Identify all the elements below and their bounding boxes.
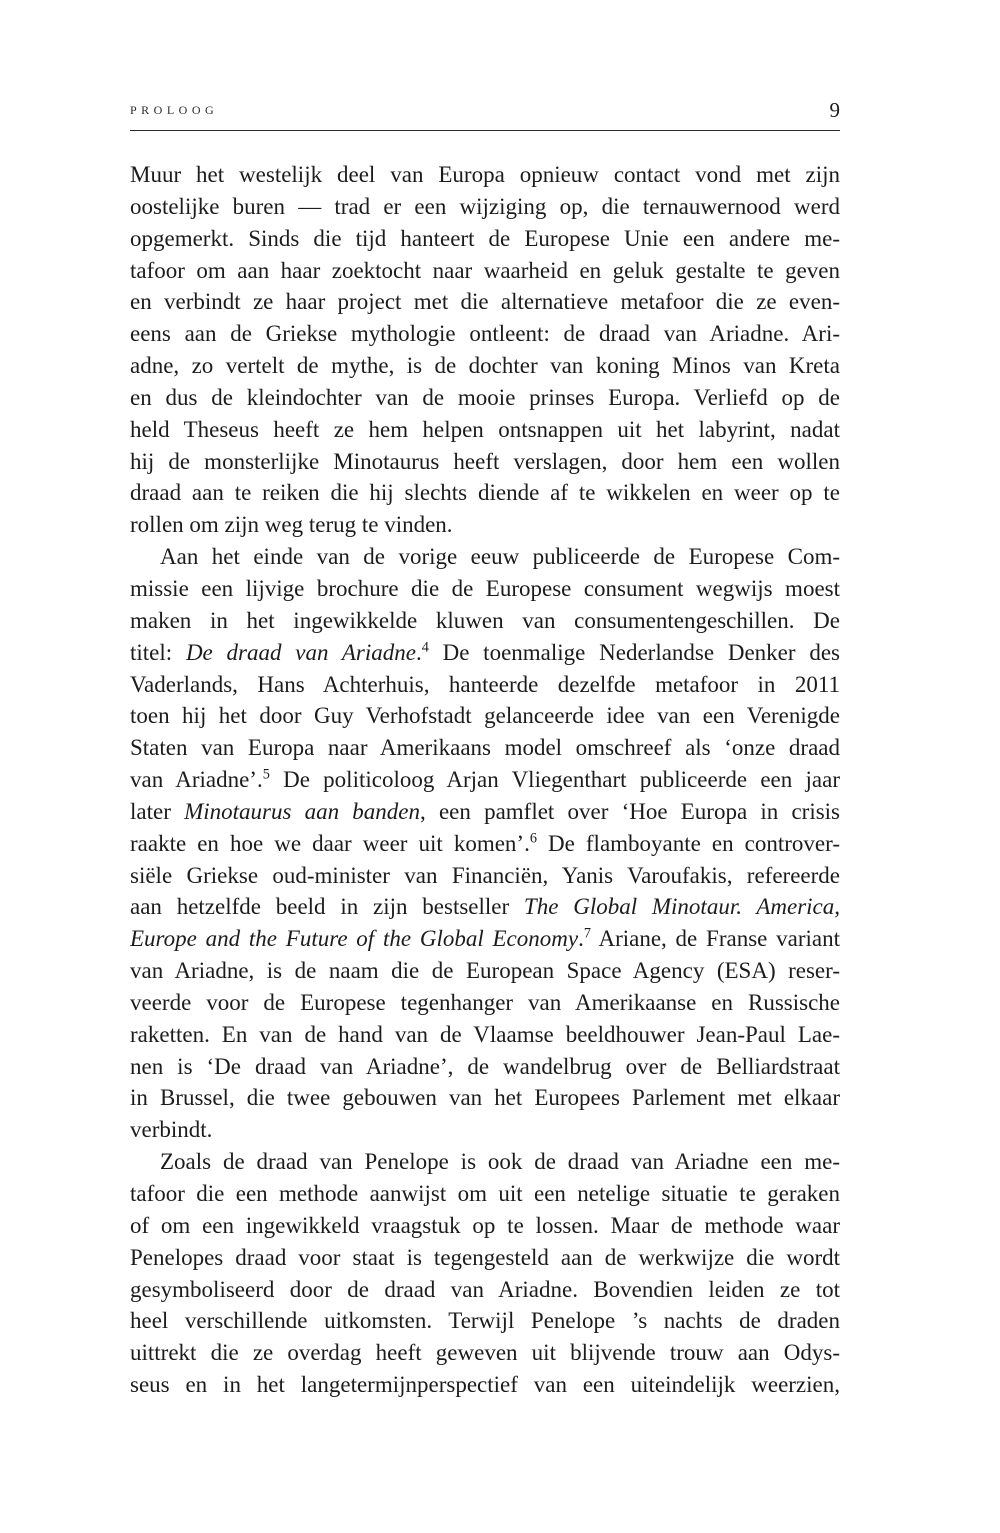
text-line (130, 828, 840, 860)
text-line (130, 1146, 840, 1178)
text-segment: adne, zo vertelt de mythe, is de dochter van koning Minos van Kreta (130, 353, 840, 379)
text-line (130, 286, 840, 318)
text-line (130, 605, 840, 637)
text-segment: Zoals de draad van Penelope is ook de draad van Ariadne een me- (160, 1149, 840, 1175)
text-segment: Ariane, de Franse variant (590, 926, 840, 952)
text-line (130, 1114, 840, 1146)
text-line (130, 191, 840, 223)
paragraph (130, 541, 840, 1146)
italic-title: Europe and the Future of the Global Economy (130, 926, 579, 952)
italic-title: The Global Minotaur. America, (523, 894, 840, 920)
text-line (130, 1019, 840, 1051)
text-segment: of om een ingewikkeld vraagstuk op te lossen. Maar de methode waar (130, 1212, 840, 1238)
text-segment: en verbindt ze haar project met die alternatieve metafoor die ze even- (130, 289, 840, 315)
text-line (130, 764, 840, 796)
italic-title: Minotaurus aan banden (184, 798, 421, 824)
text-segment: titel: (130, 639, 186, 665)
paragraph (130, 159, 840, 541)
text-line (130, 1242, 840, 1274)
text-segment: oostelijke buren — trad er een wijziging op, die ternauwernood werd (130, 193, 840, 219)
text-segment: De flamboyante en controver- (536, 830, 840, 856)
header-rule (130, 130, 840, 131)
paragraph (130, 1146, 840, 1401)
text-line (130, 1178, 840, 1210)
text-segment: tafoor om aan haar zoektocht naar waarheid en geluk gestalte te geven (130, 257, 840, 283)
text-segment: Muur het westelijk deel van Europa opnieuw contact vond met zijn (130, 162, 840, 187)
text-segment: eens aan de Griekse mythologie ontleent: de draad van Ariadne. Ari- (130, 321, 840, 347)
text-line (130, 1337, 840, 1369)
text-segment: , een pamflet over ‘Hoe Europa in crisis (420, 798, 840, 824)
text-line (130, 891, 840, 923)
text-segment: Vaderlands, Hans Achterhuis, hanteerde dezelfde metafoor in 2011 (130, 671, 840, 697)
text-line (130, 637, 840, 669)
text-segment: veerde voor de Europese tegenhanger van Amerikaanse en Russische (130, 989, 840, 1015)
text-segment: seus en in het langetermijnperspectief van een uiteindelijk weerzien, (130, 1372, 840, 1398)
text-line (130, 1274, 840, 1306)
text-segment: missie een lijvige brochure die de Europese consument wegwijs moest (130, 575, 840, 601)
text-line (130, 541, 840, 573)
text-segment: raakte en hoe we daar weer uit komen’. (130, 830, 530, 856)
footnote-marker: 5 (262, 766, 270, 783)
text-segment: toen hij het door Guy Verhofstadt gelanceerde idee van een Verenigde (130, 703, 840, 729)
text-line (130, 1369, 840, 1401)
text-segment: uittrekt die ze overdag heeft geweven uit blijvende trouw aan Odys- (130, 1340, 840, 1366)
text-segment: opgemerkt. Sinds die tijd hanteert de Europese Unie een andere me- (130, 225, 840, 251)
footnote-marker: 4 (421, 639, 429, 655)
text-segment: verbindt. (130, 1117, 213, 1143)
text-segment: en dus de kleindochter van de mooie prinses Europa. Verliefd op de (130, 384, 840, 410)
page-number: 9 (829, 98, 840, 122)
text-segment: held Theseus heeft ze hem helpen ontsnappen uit het labyrint, nadat (130, 416, 840, 442)
text-line (130, 1210, 840, 1242)
text-line (130, 159, 840, 191)
text-line (130, 255, 840, 287)
text-line (130, 1082, 840, 1114)
text-segment: Penelopes draad voor staat is tegengesteld aan de werkwijze die wordt (130, 1244, 840, 1270)
text-segment: maken in het ingewikkelde kluwen van consumentengeschillen. De (130, 607, 840, 633)
text-line (130, 573, 840, 605)
text-segment: rollen om zijn weg terug te vinden. (130, 512, 453, 538)
text-line (130, 796, 840, 828)
text-segment: draad aan te reiken die hij slechts diende af te wikkelen en weer op te (130, 480, 840, 506)
text-line (130, 223, 840, 255)
text-segment: . (578, 926, 584, 952)
body-text (130, 159, 840, 1401)
text-line (130, 414, 840, 446)
text-segment: De politicoloog Arjan Vliegenthart publiceerde een jaar (269, 767, 840, 793)
text-segment: Staten van Europa naar Amerikaans model omschreef als ‘onze draad (130, 735, 840, 761)
text-segment: aan hetzelfde beeld in zijn bestseller (130, 894, 524, 920)
text-line (130, 955, 840, 987)
text-segment: De toenmalige Nederlandse Denker des (428, 639, 840, 665)
text-line (130, 1305, 840, 1337)
text-line (130, 318, 840, 350)
italic-title: De draad van Ariadne (185, 639, 416, 665)
text-segment: in Brussel, die twee gebouwen van het Europees Parlement met elkaar (130, 1085, 840, 1111)
text-line (130, 923, 840, 955)
text-segment: siële Griekse oud-minister van Financiën, Yanis Varoufakis, refereerde (130, 862, 840, 888)
text-segment: raketten. En van de hand van de Vlaamse beeldhouwer Jean-Paul Lae- (130, 1021, 840, 1047)
text-line (130, 732, 840, 764)
text-line (130, 700, 840, 732)
text-line (130, 509, 840, 541)
text-line (130, 446, 840, 478)
text-segment: tafoor die een methode aanwijst om uit een netelige situatie te geraken (130, 1181, 840, 1206)
text-line (130, 669, 840, 701)
text-segment: van Ariadne, is de naam die de European Space Agency (ESA) reser- (130, 958, 840, 984)
text-segment: heel verschillende uitkomsten. Terwijl Penelope ’s nachts de draden (130, 1308, 840, 1334)
text-segment: gesymboliseerd door de draad van Ariadne. Bovendien leiden ze tot (130, 1276, 840, 1302)
text-line (130, 350, 840, 382)
text-segment: van Ariadne’. (130, 767, 263, 793)
text-segment: hij de monsterlijke Minotaurus heeft verslagen, door hem een wollen (130, 448, 840, 474)
running-title: PROLOOG (130, 103, 219, 117)
text-segment: . (415, 639, 422, 665)
text-segment: later (130, 798, 185, 824)
footnote-marker: 7 (583, 925, 591, 942)
text-line (130, 477, 840, 509)
text-line (130, 382, 840, 414)
text-segment: nen is ‘De draad van Ariadne’, de wandelbrug over de Belliardstraat (130, 1053, 840, 1079)
text-line (130, 987, 840, 1019)
text-segment: Aan het einde van de vorige eeuw publiceerde de Europese Com- (160, 544, 840, 570)
text-line (130, 860, 840, 892)
footnote-marker: 6 (529, 830, 537, 847)
text-line (130, 1051, 840, 1083)
